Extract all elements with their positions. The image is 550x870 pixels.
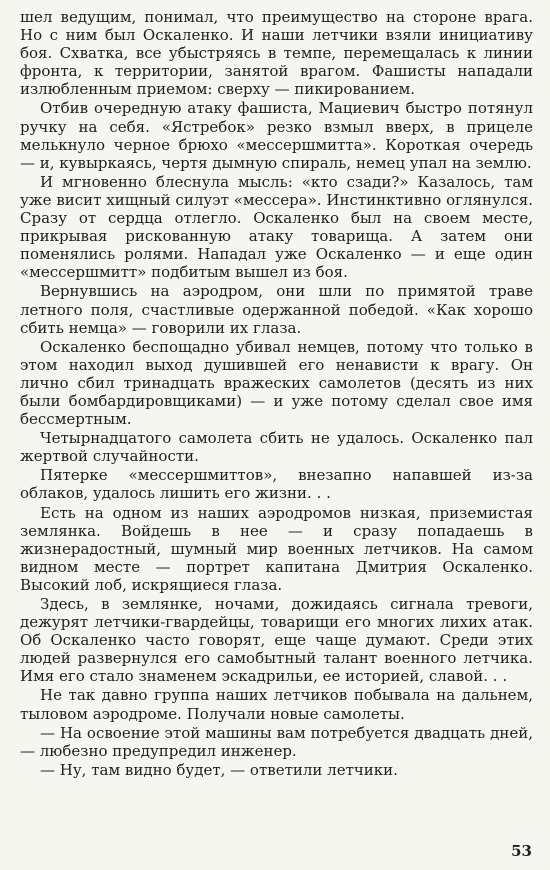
paragraph-2: Отбив очередную атаку фашиста, Мациевич быстро потянул ручку на себя. «Ястребок» резко взмыл вверх, в прицеле мелькнуло черное брюхо «мессершмитта». Короткая очередь — и, кувыркаясь, чертя дымную спираль, немец упал на землю.: [20, 99, 533, 172]
paragraph-1: шел ведущим, понимал, что преимущество на стороне врага. Но с ним был Оскаленко. И наши летчики взяли инициативу боя. Схватка, все убыстряясь в темпе, перемещалась к линии фронта, к территории, занятой врагом. Фашисты нападали излюбленным приемом: сверху — пикированием.: [20, 8, 533, 99]
paragraph-4: Вернувшись на аэродром, они шли по примятой траве летного поля, счастливые одержанной победой. «Как хорошо сбить немца» — говорили их глаза.: [20, 282, 533, 337]
paragraph-3: И мгновенно блеснула мысль: «кто сзади?» Казалось, там уже висит хищный силуэт «мессера». Инстинктивно оглянулся. Сразу от сердца отлегло. Оскаленко был на своем месте, прикрывая рискованную атаку товарища. А затем они поменялись ролями. Нападал уже Оскаленко — и еще один «мессершмитт» подбитым вышел из боя.: [20, 172, 533, 282]
book-page: [20, 8, 533, 858]
paragraph-8: Есть на одном из наших аэродромов низкая, приземистая землянка. Войдешь в нее — и сразу попадаешь в жизнерадостный, шумный мир военных летчиков. На самом видном месте — портрет капитана Дмитрия Оскаленко. Высокий лоб, искрящиеся глаза.: [20, 503, 533, 594]
page-number: 53: [511, 842, 532, 860]
paragraph-9: Здесь, в землянке, ночами, дожидаясь сигнала тревоги, дежурят летчики-гвардейцы, товарищи его многих лихих атак. Об Оскаленко часто говорят, еще чаще думают. Среди этих людей развернулся его самобытный талант военного летчика. Имя его стало знаменем эскадрильи, ее историей, славой. . .: [20, 595, 533, 686]
paragraph-11: — На освоение этой машины вам потребуется двадцать дней, — любезно предупредил инженер.: [20, 723, 533, 760]
paragraph-7: Пятерке «мессершмиттов», внезапно напавшей из-за облаков, удалось лишить его жизни. . .: [20, 466, 533, 503]
paragraph-6: Четырнадцатого самолета сбить не удалось. Оскаленко пал жертвой случайности.: [20, 429, 533, 466]
paragraph-12: — Ну, там видно будет, — ответили летчики.: [40, 760, 398, 779]
paragraph-10: Не так давно группа наших летчиков побывала на дальнем, тыловом аэродроме. Получали новые самолеты.: [20, 686, 533, 723]
paragraph-5: Оскаленко беспощадно убивал немцев, потому что только в этом находил выход душившей его ненависти к врагу. Он лично сбил тринадцать вражеских самолетов (десять из них были бомбардировщиками) — и уже потому сделал свое имя бессмертным.: [20, 337, 533, 429]
